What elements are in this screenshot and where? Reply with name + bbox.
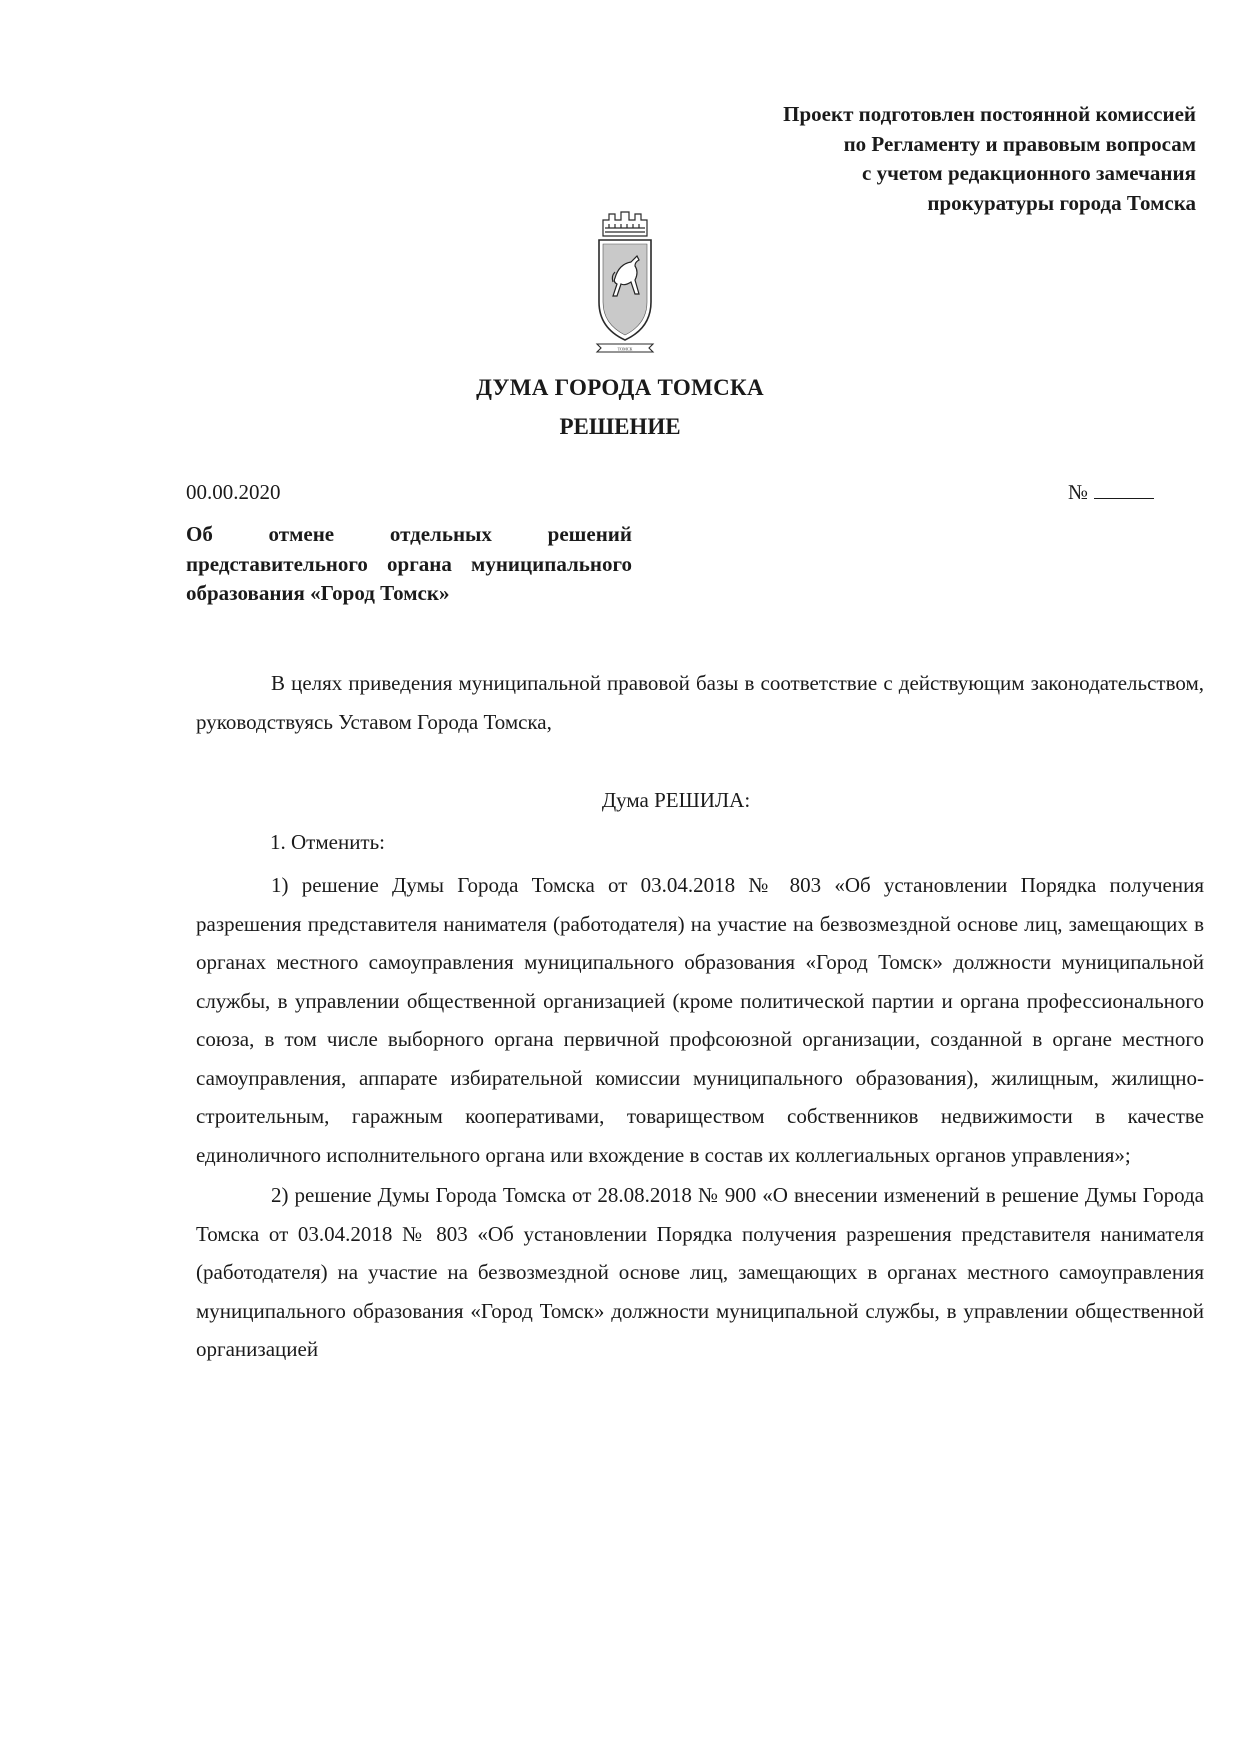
list-item: 1) решение Думы Города Томска от 03.04.2018 № 803 «Об установлении Порядка получения разрешения представителя нанимателя (работодателя) на участие на безвозмездной основе лиц, замещающих в органах местного самоуправления муниципального образования «Город Томск» должности муниципальной службы, в управлении общественной организацией (кроме политической партии и органа профессионального союза, в том числе выборного органа первичной профсоюзной организации, созданной в органе местного самоуправления, аппарате избирательной комиссии муниципального образования), жилищным, жилищно-строительным, гаражным кооперативами, товариществом собственников недвижимости в качестве единоличного исполнительного органа или вхождение в состав их коллегиальных органов управления»; [196, 873, 1204, 1167]
header-note-line: по Регламенту и правовым вопросам [843, 131, 1196, 156]
council-title: ДУМА ГОРОДА ТОМСКА [476, 375, 764, 400]
tomsk-coat-of-arms-icon [595, 206, 655, 354]
emblem-motto: ТОМСК [617, 346, 633, 352]
draft-prepared-note [636, 100, 1196, 218]
header-note-line: прокуратуры города Томска [927, 190, 1196, 215]
header-note-line: с учетом редакционного замечания [862, 161, 1196, 185]
repealed-decisions-list [196, 866, 1204, 1371]
resolution-heading: Дума РЕШИЛА: [601, 788, 751, 812]
header-note-line: Проект подготовлен постоянной комиссией [783, 102, 1196, 126]
decision-number [1068, 480, 1154, 505]
point-1: 1. Отменить: [270, 830, 386, 854]
document-type: РЕШЕНИЕ [559, 414, 681, 439]
preamble-text: В целях приведения муниципальной правовой базы в соответствие с действующим законодательством, руководствуясь Уставом Города Томска, [196, 671, 1204, 734]
number-label: № [1068, 480, 1089, 504]
number-blank [1094, 480, 1154, 499]
preamble [196, 664, 1204, 741]
decision-date: 00.00.2020 [186, 480, 281, 504]
list-item: 2) решение Думы Города Томска от 28.08.2018 № 900 «О внесении изменений в решение Думы Города Томска от 03.04.2018 № 803 «Об установлении Порядка получения разрешения представителя нанимателя (работодателя) на участие на безвозмездной основе лиц, замещающих в органах местного самоуправления муниципального образования «Город Томск» должности муниципальной службы, в управлении общественной организацией [196, 1183, 1204, 1361]
decision-subject: Об отмене отдельных решений представительного органа муниципального образования «Город Томск» [186, 522, 632, 605]
